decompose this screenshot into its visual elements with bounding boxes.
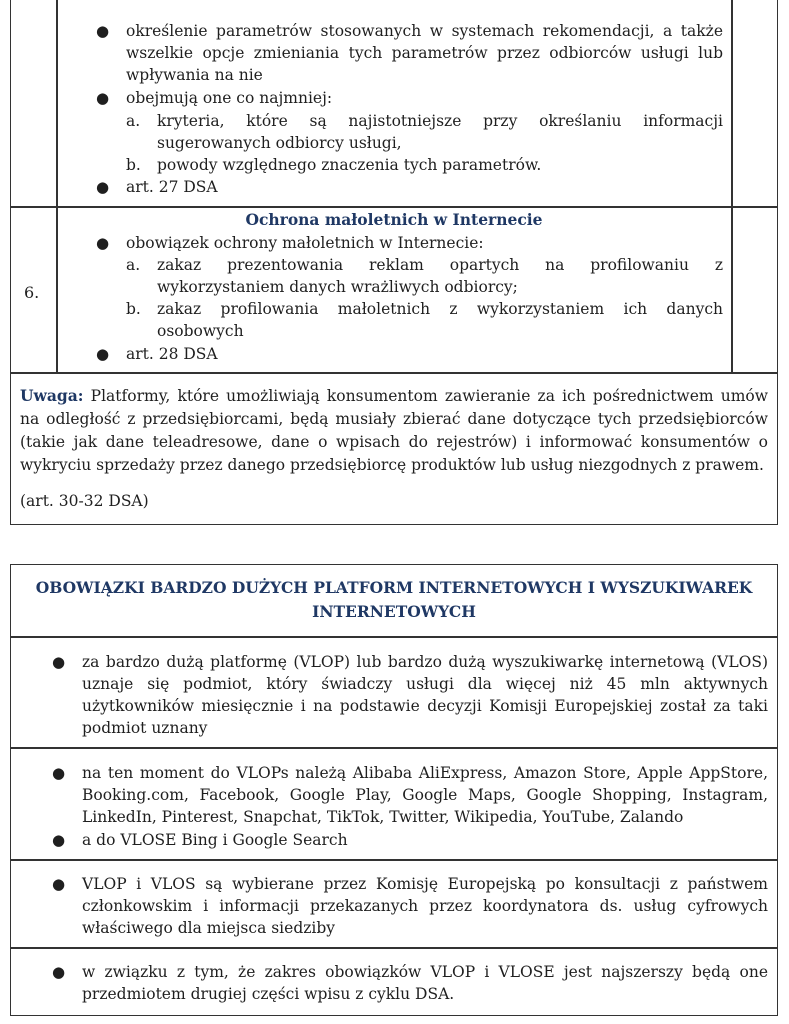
list-item: Booking.com, Facebook, Google Play, Google Maps, Google Shopping, Instagram, [82, 786, 768, 804]
list-item: przedmiotem drugiej części wpisu z cyklu DSA. [82, 985, 455, 1003]
note-text: Platformy, które umożliwiają konsumentom zawieranie za ich pośrednictwem umów [83, 387, 768, 405]
table-2-row-divider [10, 636, 778, 638]
list-item: właściwego dla miejsca siedziby [82, 919, 336, 937]
table-1-row-divider [10, 372, 778, 374]
list-item: obejmują one co najmniej: [126, 89, 333, 107]
sub-item: osobowych [157, 322, 244, 340]
bullet: ● [52, 963, 66, 981]
note-reference: (art. 30-32 DSA) [20, 492, 149, 510]
sub-item: powody względnego znaczenia tych parametrów. [157, 156, 542, 174]
sub-item-marker: a. [126, 256, 141, 274]
list-item: wszelkie opcje zmieniania tych parametrów przez odbiorców usługi lub [126, 44, 723, 62]
list-item: wpływania na nie [126, 66, 263, 84]
note-line: wykryciu sprzedaży przez danego przedsiębiorcę produktów lub usług niezgodnych z prawem. [20, 456, 764, 474]
list-item: na ten moment do VLOPs należą Alibaba AliExpress, Amazon Store, Apple AppStore, [82, 764, 768, 782]
table-2-row-divider [10, 859, 778, 861]
list-item: użytkowników miesięcznie i na podstawie decyzji Komisji Europejskiej został za taki [82, 697, 768, 715]
bullet: ● [96, 345, 110, 363]
sub-item: kryteria, które są najistotniejsze przy określaniu informacji [157, 112, 723, 130]
bullet: ● [52, 653, 66, 671]
list-item: obowiązek ochrony małoletnich w Internecie: [126, 234, 484, 252]
table-2-title: INTERNETOWYCH [312, 602, 476, 621]
list-item: VLOP i VLOS są wybierane przez Komisję Europejską po konsultacji z państwem [82, 875, 768, 893]
list-item: LinkedIn, Pinterest, Snapchat, TikTok, Twitter, Wikipedia, YouTube, Zalando [82, 808, 684, 826]
sub-item: zakaz profilowania małoletnich z wykorzystaniem ich danych [157, 300, 723, 318]
sub-item: wykorzystaniem danych wrażliwych odbiorcy; [157, 278, 518, 296]
table-2-row-divider [10, 947, 778, 949]
bullet: ● [96, 89, 110, 107]
table-1-row-divider [10, 206, 778, 208]
bullet: ● [52, 875, 66, 893]
row-number: 6. [24, 283, 40, 302]
list-item: członkowskim i informacji przekazanych przez koordynatora ds. usług cyfrowych [82, 897, 768, 915]
sub-item: zakaz prezentowania reklam opartych na profilowaniu z [157, 256, 723, 274]
note-first-line [20, 385, 768, 407]
bullet: ● [52, 764, 66, 782]
table-2-row-divider [10, 747, 778, 749]
note-line: na odległość z przedsiębiorcami, będą musiały zbierać dane dotyczące tych przedsiębiorców [20, 410, 768, 428]
bullet: ● [52, 831, 66, 849]
sub-item: sugerowanych odbiorcy usługi, [157, 134, 402, 152]
list-item: podmiot uznany [82, 719, 208, 737]
note-line: (takie jak dane teleadresowe, dane o wpisach do rejestrów) i informować konsumentów o [20, 433, 768, 451]
row-title: Ochrona małoletnich w Internecie [245, 210, 543, 229]
list-item: w związku z tym, że zakres obowiązków VLOP i VLOSE jest najszerszy będą one [82, 963, 768, 981]
bullet: ● [96, 234, 110, 252]
sub-item-marker: b. [126, 156, 141, 174]
table-1-col-divider-left [56, 0, 58, 373]
list-item: określenie parametrów stosowanych w systemach rekomendacji, a także [126, 22, 723, 40]
bullet: ● [96, 178, 110, 196]
list-item: art. 27 DSA [126, 178, 218, 196]
list-item: a do VLOSE Bing i Google Search [82, 831, 348, 849]
note-label: Uwaga: [20, 386, 84, 405]
bullet: ● [96, 22, 110, 40]
sub-item-marker: a. [126, 112, 141, 130]
list-item: uznaje się podmiot, który świadczy usługi dla więcej niż 45 mln aktywnych [82, 675, 768, 693]
sub-item-marker: b. [126, 300, 141, 318]
list-item: za bardzo dużą platformę (VLOP) lub bardzo dużą wyszukiwarkę internetową (VLOS) [82, 653, 768, 671]
table-2-title: OBOWIĄZKI BARDZO DUŻYCH PLATFORM INTERNETOWYCH I WYSZUKIWAREK [35, 578, 753, 597]
list-item: art. 28 DSA [126, 345, 218, 363]
table-1-col-divider-right [731, 0, 733, 373]
